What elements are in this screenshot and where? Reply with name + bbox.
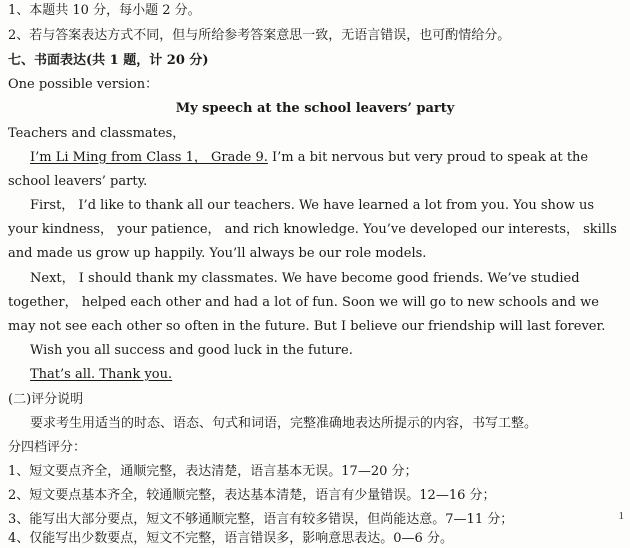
scoring-heading: (二)评分说明 [8,392,84,407]
speech-title: My speech at the school leavers’ party [175,101,455,116]
body-line: First， I’d like to thank all our teachers. We have learned a lot from you. You show us [30,198,595,213]
body-line: your kindness， your patience， and rich knowledge. You’ve developed our interests， skills [8,222,617,237]
body-line: together， helped each other and had a lot of fun. Soon we will go to new schools and we [8,295,599,310]
body-line: Wish you all success and good luck in the future. [30,343,353,358]
body-line: may not see each other so often in the future. But I believe our friendship will last forever. [8,319,606,334]
closing-underlined: That’s all. Thank you. [30,367,173,382]
section-heading: 七、书面表达(共 1 题，计 20 分) [8,53,209,68]
body-line: school leavers’ party. [8,174,148,189]
scoring-item: 4、仅能写出少数要点，短文不完整，语言错误多，影响意思表达。0—6 分。 [8,531,453,546]
intro-underlined: I’m Li Ming from Class 1， Grade 9. [30,150,268,165]
scoring-item: 1、短文要点齐全，通顺完整，表达清楚，语言基本无误。17—20 分； [8,464,418,479]
scoring-text: 分四档评分： [8,440,87,455]
salutation: Teachers and classmates， [8,126,186,141]
note-line-1: 1、本题共 10 分，每小题 2 分。 [8,3,201,18]
scoring-text: 要求考生用适当的时态、语态、句式和词语，完整准确地表达所提示的内容，书写工整。 [30,416,538,431]
body-line: and made us grow up happily. You’ll always be our role models. [8,246,427,261]
closing-line [30,366,172,384]
body-line: Next， I should thank my classmates. We have become good friends. We’ve studied [30,271,580,286]
scoring-item: 3、能写出大部分要点，短文不够通顺完整，语言有较多错误，但尚能达意。7—11 分； [8,512,514,527]
version-label: One possible version： [8,77,159,92]
intro-line [30,149,588,167]
intro-rest: I’m a bit nervous but very proud to speak at the [267,150,589,165]
note-line-2: 2、若与答案表达方式不同，但与所给参考答案意思一致，无语言错误，也可酌情给分。 [8,28,511,43]
page-number: 1 [618,510,624,522]
scoring-item: 2、短文要点基本齐全，较通顺完整，表达基本清楚，语言有少量错误。12—16 分； [8,488,496,503]
